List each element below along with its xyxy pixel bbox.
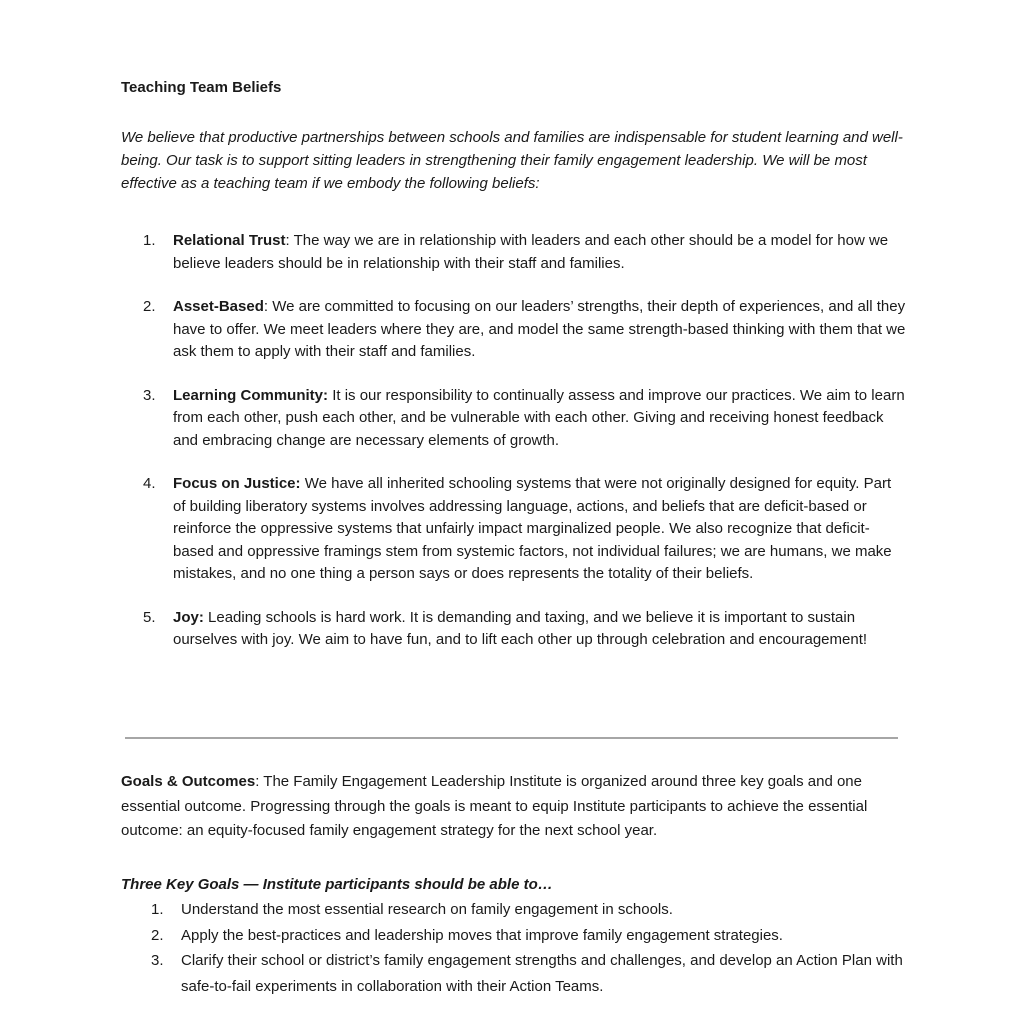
belief-term: Joy:	[173, 608, 204, 626]
belief-term: Focus on Justice:	[173, 475, 301, 492]
belief-separator: :	[285, 232, 294, 249]
belief-text: We have all inherited schooling systems that were not originally designed for equity. Part of building liberatory systems involves addressing language, actions, and beliefs that are deficit-based or reinforce the oppressive systems that unfairly impact marginalized people. We also recognize that deficit-based and oppressive framings stem from systemic factors, not individual failures; we are humans, we make mistakes, and no one thing a person says or does represents the totality of their beliefs.	[173, 475, 892, 582]
belief-item-joy	[121, 607, 906, 652]
list-number: 3.	[143, 386, 156, 404]
belief-separator: :	[263, 298, 273, 315]
key-goal-item	[121, 948, 906, 999]
key-goals-list	[121, 897, 906, 999]
belief-term: Learning Community:	[173, 386, 329, 404]
belief-item-relational-trust	[121, 230, 906, 275]
list-number: 3.	[151, 952, 164, 969]
belief-item-asset-based	[121, 296, 906, 364]
section-divider	[125, 737, 898, 739]
list-number: 1.	[143, 232, 156, 249]
belief-item-focus-on-justice	[121, 473, 906, 586]
belief-term: Relational Trust	[173, 232, 286, 249]
list-number: 2.	[143, 298, 156, 315]
goals-separator: :	[255, 773, 264, 790]
goals-text: The Family Engagement Leadership Institute is organized around three key goals and one essential outcome. Progressing through the goals is meant to equip Institute participants to achieve the essential outcome: an equity-focused family engagement strategy for the next school year.	[121, 773, 868, 839]
key-goals-heading: Three Key Goals — Institute participants should be able to…	[121, 876, 553, 893]
goals-outcomes-paragraph	[121, 770, 906, 844]
key-goal-text: Clarify their school or district’s family engagement strengths and challenges, and develop an Action Plan with safe-to-fail experiments in collaboration with their Action Teams.	[181, 952, 903, 995]
belief-term: Asset-Based	[173, 298, 264, 315]
intro-paragraph: We believe that productive partnerships between schools and families are indispensable for student learning and well-being. Our task is to support sitting leaders in strengthening their family engagement leadership. We will be most effective as a teaching team if we embody the following beliefs:	[121, 129, 903, 192]
key-goal-item	[121, 923, 906, 949]
section-title: Teaching Team Beliefs	[121, 79, 282, 96]
beliefs-list	[121, 230, 906, 673]
key-goal-text: Apply the best-practices and leadership moves that improve family engagement strategies.	[181, 926, 783, 944]
belief-text: Leading schools is hard work. It is demanding and taxing, and we believe it is important to sustain ourselves with joy. We aim to have fun, and to lift each other up through celebration and encouragement!	[173, 608, 868, 648]
key-goal-text: Understand the most essential research on family engagement in schools.	[181, 901, 673, 918]
belief-text: The way we are in relationship with leaders and each other should be a model for how we believe leaders should be in relationship with their staff and families.	[173, 232, 889, 272]
list-number: 5.	[143, 608, 156, 626]
list-number: 4.	[143, 475, 156, 492]
belief-item-learning-community	[121, 385, 906, 453]
list-number: 1.	[151, 901, 164, 918]
belief-text: We are committed to focusing on our leaders’ strengths, their depth of experiences, and all they have to offer. We meet leaders where they are, and model the same strength-based thinking with them that we ask them to apply with their staff and families.	[173, 298, 906, 360]
belief-text: It is our responsibility to continually assess and improve our practices. We aim to learn from each other, push each other, and be vulnerable with each other. Giving and receiving honest feedback and embracing change are necessary elements of growth.	[173, 386, 905, 449]
goals-term: Goals & Outcomes	[121, 773, 256, 790]
key-goal-item	[121, 897, 906, 923]
list-number: 2.	[151, 926, 164, 944]
